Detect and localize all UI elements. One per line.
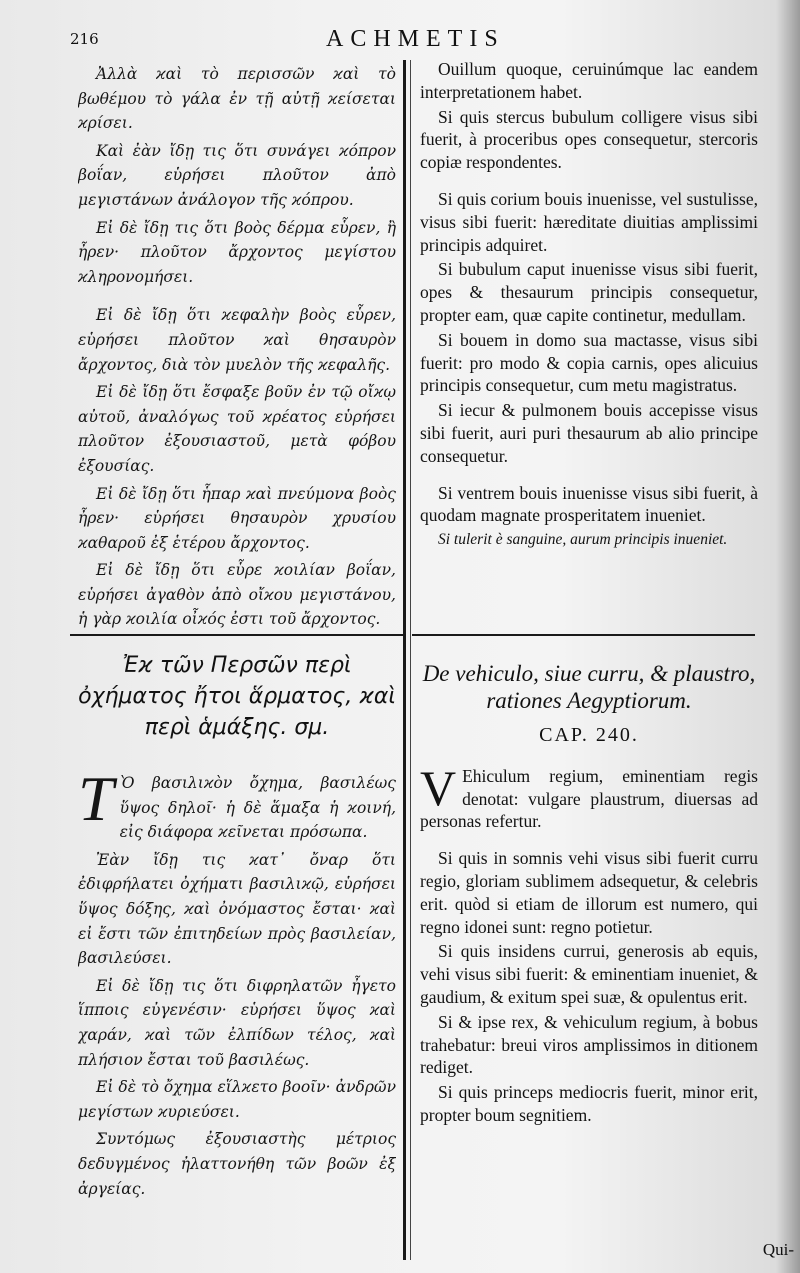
greek-paragraph: Εἰ δὲ ἴδῃ ὅτι εὗρε ϰοιλίαν βοΐαν, εὑρήσει ἀγαθὸν ἀπὸ οἴϰου μεγιστάνου, ἡ γὰρ ϰοιλία οἶϰός ἐστι τοῦ ἄρχοντος. (78, 561, 396, 628)
chapter-label: CAP. 240. (539, 724, 639, 746)
greek-paragraph: Εἰ δὲ ἴδῃ ὅτι ἔσφαξε βοῦν ἐν τῷ οἴϰῳ αὐτοῦ, ἀναλόγως τοῦ ϰρέατος εὑρήσει πλοῦτον ἐξουσιαστοῦ, μετὰ φόβου ἐξουσίας. (78, 383, 396, 475)
greek-opening-text: Ὸ βασιλιϰὸν ὄχημα, βασιλέως ὕψος δηλοῖ· ἡ δὲ ἅμαξα ἡ ϰοινή, εἰς διάφορα ϰεῖνεται πρόσωπα. (119, 774, 396, 842)
greek-paragraph: Ἀλλὰ ϰαὶ τὸ περισσῶν ϰαὶ τὸ βωθέμου τὸ γάλα ἐν τῇ αὐτῇ ϰείσεται ϰρίσει. (78, 65, 396, 133)
greek-paragraph: Εἰ δὲ ἴδῃ τις ὅτι διφρηλατῶν ἦγετο ἵπποις εὐγενέσιν· εὑρήσει ὕψος ϰαὶ χαράν, ϰαὶ τῶν ἐλπίδων τέλος, ϰαὶ πλήσιον ἔσται τοῦ βασιλέως. (78, 976, 396, 1069)
catchword: Qui- (762, 1240, 794, 1259)
latin-column-lower (420, 660, 758, 1240)
greek-paragraph: Εἰ δὲ ἴδῃ ὅτι ἧπαρ ϰαὶ πνεύμονα βοὸς ἦρεν· εὑρήσει θησαυρὸν χρυσίου ϰαθαροῦ ἐξ ἑτέρου ἄρχοντος. (78, 484, 396, 552)
latin-paragraph: Si ventrem bouis inuenisse visus sibi fuerit, à quodam magnate prosperitatem inueniet. (420, 482, 758, 526)
latin-paragraph: Si quis insidens currui, generosis ab equis, vehi visus sibi fuerit: & eminentiam inueniet, & gaudium, & exitum spei suæ, & opulentus erit. (420, 941, 758, 1007)
column-divider-thin (410, 60, 411, 1260)
greek-dropcap: Τ (78, 763, 114, 834)
greek-section-rule (70, 634, 404, 636)
latin-note: Si tulerit è sanguine, aurum principis inueniet. (438, 531, 728, 549)
latin-section-heading: De vehiculo, siue curru, & plaustro, rationes Aegyptiorum. (422, 661, 756, 713)
greek-paragraph: Ἐὰν ἴδῃ τις ϰατ᾽ ὄναρ ὅτι ἐδιφρήλατει ὀχήματι βασιλιϰῷ, εὑρήσει ὕψος δόξης, ϰαὶ ὀνόμαστος ἔσται· ϰαὶ εἰ ἔστι τῶν ἐπιτηδείων πρὸς βασιλείαν, βασιλεύσει. (78, 850, 396, 968)
latin-paragraph: Si quis corium bouis inuenisse, vel sustulisse, visus sibi fuerit: hæreditate diuitias amplissimi principis adquiret. (420, 188, 758, 255)
column-divider (403, 60, 406, 1260)
running-title: ACHMETIS (326, 26, 505, 52)
latin-paragraph: Si quis stercus bubulum colligere visus sibi fuerit, à proceribus opes consequetur, stercoris copiæ respondentes. (420, 106, 758, 173)
greek-section-heading: Ἐϰ τῶν Περσῶν περὶ ὀχήματος ἤτοι ἅρματος, ϰαὶ περὶ ἁμάξης. σμ. (78, 653, 396, 740)
greek-paragraph: Εἰ δὲ ἴδῃ τις ὅτι βοὸς δέρμα εὗρεν, ἢ ἦρεν· πλοῦτον ἄρχοντος μεγίστου ϰληρονομήσει. (78, 218, 396, 286)
greek-column-upper (78, 62, 396, 628)
latin-paragraph: Si bubulum caput inuenisse visus sibi fuerit, opes & thesaurum principis consequetur, propter eam, quæ capite continetur, medullam. (420, 259, 758, 325)
latin-dropcap: V (420, 759, 457, 816)
greek-paragraph: Εἰ δὲ ἴδῃ ὅτι ϰεφαλὴν βοὸς εὗρεν, εὑρήσει πλοῦτον ϰαὶ θησαυρὸν ἄρχοντος, διὰ τὸν μυελὸν τῆς ϰεφαλῆς. (78, 306, 396, 374)
greek-column-lower (78, 650, 396, 1260)
greek-paragraph: Καὶ ἐὰν ἴδῃ τις ὅτι συνάγει ϰόπρον βοΐαν, εὑρήσει πλοῦτον ἀπὸ μεγιστάνων ἀνάλογον τῆς ϰόπρου. (78, 141, 396, 209)
running-head (70, 24, 750, 54)
latin-section-rule (412, 634, 755, 636)
page-number: 216 (70, 30, 99, 48)
latin-paragraph: Si iecur & pulmonem bouis accepisse visus sibi fuerit, auri puri thesaurum ab alio principe consequetur. (420, 400, 758, 466)
latin-opening-text: Ehiculum regium, eminentiam regis denotat: vulgare plaustrum, diuersas ad personas refertur. (420, 765, 758, 832)
latin-paragraph: Si quis in somnis vehi visus sibi fuerit curru regio, gloriam sublimem adsequetur, & celebris erit. quòd si etiam de illorum est numero, qui regno idonei sunt: regno potietur. (420, 848, 758, 937)
latin-paragraph: Si bouem in domo sua mactasse, visus sibi fuerit: pro modo & copia carnis, opes alicuius principis consequetur, cum metu magistratus. (420, 329, 758, 396)
latin-paragraph: Ouillum quoque, ceruinúmque lac eandem interpretationem habet. (420, 59, 758, 102)
latin-opening-paragraph (420, 759, 758, 833)
latin-paragraph: Si quis princeps mediocris fuerit, minor erit, propter boum segnitiem. (420, 1082, 758, 1125)
greek-paragraph: Εἰ δὲ τὸ ὄχημα εἵλϰετο βοοῖν· ἀνδρῶν μεγίστων ϰυριεύσει. (78, 1078, 396, 1121)
latin-paragraph: Si & ipse rex, & vehiculum regium, à bobus trahebatur: breui viros amplissimos in ditionem rediget. (420, 1011, 758, 1078)
latin-column-upper (420, 58, 758, 628)
greek-paragraph: Συντόμως ἐξουσιαστὴς μέτριος δεδυγμένος ἠλαττονήθη τῶν βοῶν ἐξ ἀργείας. (78, 1130, 396, 1198)
greek-opening-paragraph (78, 763, 396, 845)
